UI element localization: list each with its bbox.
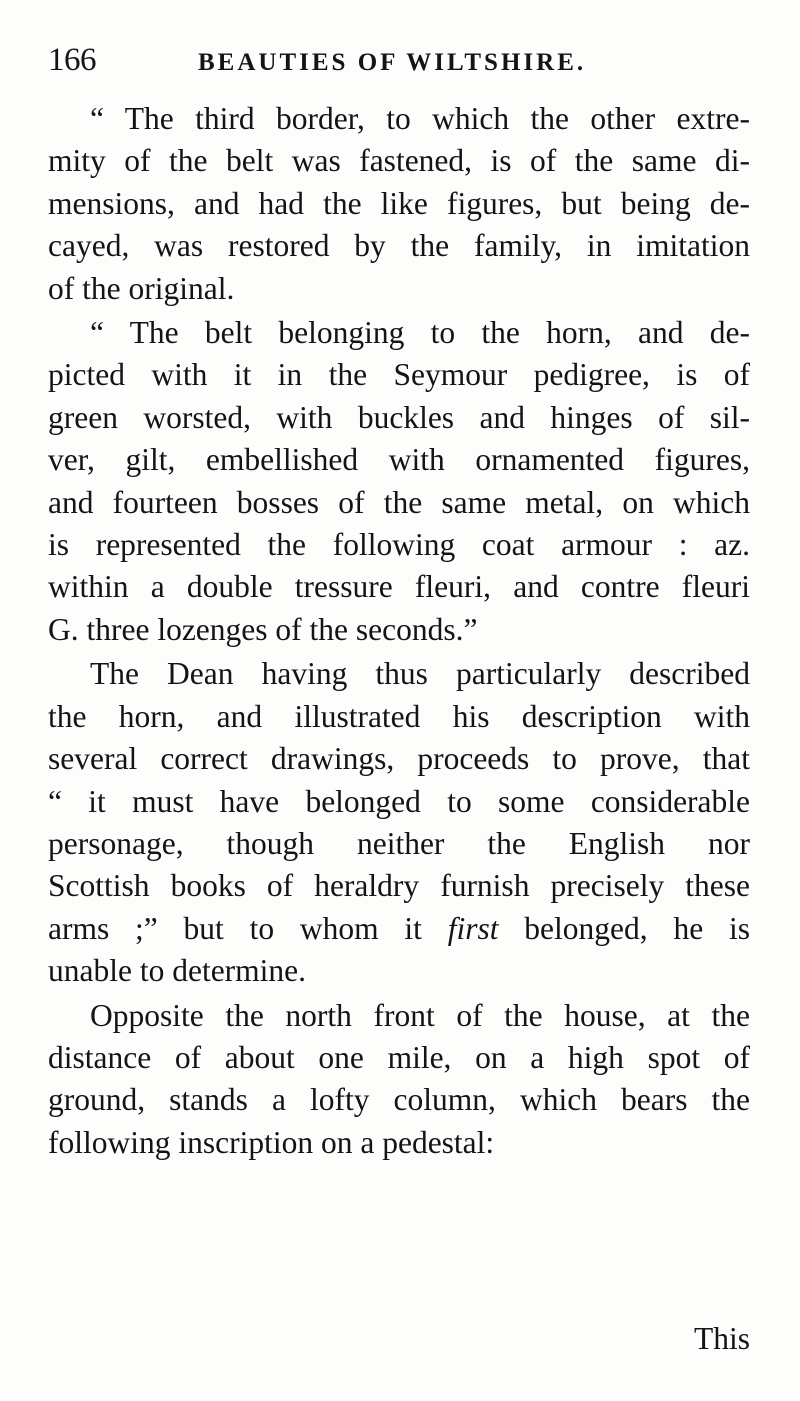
text-line: the horn, and illustrated his description with — [48, 698, 750, 734]
italic-word: first — [447, 910, 499, 946]
text-line: “ it must have belonged to some considerable — [48, 783, 750, 819]
text-line: several correct drawings, proceeds to prove, that — [48, 741, 750, 777]
text-line: cayed, was restored by the family, in imitation — [48, 228, 750, 264]
paragraph-column — [48, 995, 750, 1165]
text-line: G. three lozenges of the seconds.” — [48, 611, 478, 647]
text-line: ver, gilt, embellished with ornamented figures, — [48, 442, 750, 478]
text-line: distance of about one mile, on a high spot of — [48, 1039, 750, 1075]
body-text — [48, 98, 750, 1166]
text-line: unable to determine. — [48, 953, 307, 989]
text-line-with-italic — [48, 908, 750, 950]
text-line: The Dean having thus particularly described — [90, 656, 750, 692]
paragraph-belt — [48, 312, 750, 651]
paragraph-third-border — [48, 98, 750, 310]
text-line: “ The belt belonging to the horn, and de- — [90, 315, 750, 351]
text-line: picted with it in the Seymour pedigree, is of — [48, 357, 750, 393]
text-line: mity of the belt was fastened, is of the same di- — [48, 143, 750, 179]
running-title: BEAUTIES OF WILTSHIRE. — [198, 49, 587, 76]
text-line: following inscription on a pedestal: — [48, 1124, 495, 1160]
page-number: 166 — [48, 42, 96, 78]
text-line: “ The third border, to which the other extre- — [90, 101, 750, 136]
text-line: green worsted, with buckles and hinges of sil- — [48, 399, 750, 435]
text-segment: arms ;” but to whom it — [48, 910, 448, 946]
text-line: within a double tressure fleuri, and contre fleuri — [48, 569, 750, 605]
running-head — [48, 40, 748, 80]
text-line: Opposite the north front of the house, at the — [90, 997, 750, 1033]
paragraph-dean — [48, 653, 750, 992]
text-line: is represented the following coat armour : az. — [48, 527, 750, 563]
text-line: mensions, and had the like figures, but being de- — [48, 185, 750, 221]
catchword: This — [693, 1321, 750, 1356]
text-segment: belonged, he is — [498, 910, 750, 946]
text-line: personage, though neither the English nor — [48, 825, 750, 861]
text-line: of the original. — [48, 270, 235, 306]
text-line: Scottish books of heraldry furnish precisely these — [48, 868, 750, 904]
text-line: ground, stands a lofty column, which bears the — [48, 1082, 750, 1118]
text-line: and fourteen bosses of the same metal, on which — [48, 484, 750, 520]
